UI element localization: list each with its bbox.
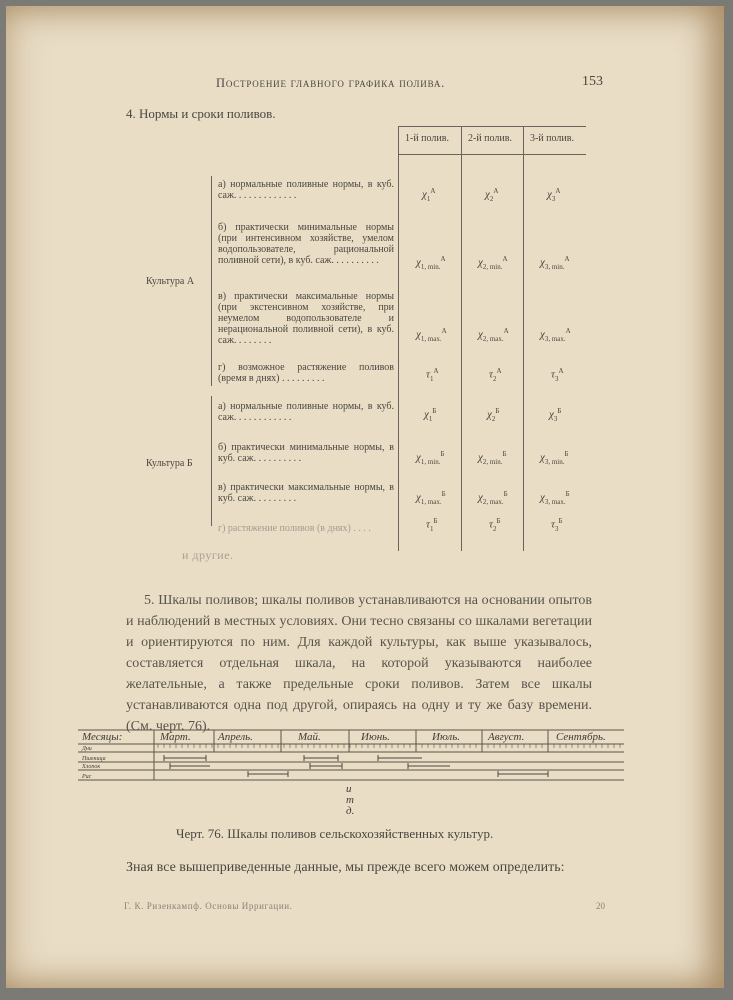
row-label: Пшеница bbox=[82, 756, 106, 762]
table-top-rule bbox=[398, 126, 586, 127]
row-label: б) практически минимальные нормы (при интенсивном хозяйстве, умелом водопользователе, рациональной поливной сети), в куб. саж. . . . . . . . . . bbox=[218, 222, 394, 266]
table-cell: $\chi_{3, max.}^А$ bbox=[540, 327, 571, 343]
column-header: 2-й полив. bbox=[468, 133, 512, 144]
etc-letter: д. bbox=[346, 805, 355, 817]
running-head: Построение главного графика полива. bbox=[216, 76, 446, 90]
column-header: 3-й полив. bbox=[530, 133, 574, 144]
month-label: Март. bbox=[160, 731, 191, 743]
row-label: в) практически максимальные нормы (при экстенсивном хозяйстве, при неумелом водопользователе и нерациональной поливной сети), в куб. саж. . . . . . . . bbox=[218, 291, 394, 346]
table-cell: $\tau_3^А$ bbox=[551, 367, 564, 383]
figure-caption: Черт. 76. Шкалы поливов сельскохозяйственных культур. bbox=[176, 826, 494, 841]
section-title: 4. Нормы и сроки поливов. bbox=[126, 106, 276, 121]
table-cell: $\tau_1^Б$ bbox=[426, 517, 438, 533]
table-header-rule bbox=[398, 154, 586, 155]
group-label: Культура А bbox=[146, 276, 195, 287]
row-label: г) растяжение поливов (в днях) . . . . bbox=[218, 523, 371, 534]
table-cell: $\tau_1^А$ bbox=[426, 367, 439, 383]
row-label: Хлопок bbox=[82, 764, 101, 770]
section5-paragraph bbox=[126, 590, 592, 737]
month-label: Май. bbox=[298, 731, 321, 743]
row-label: а) нормальные поливные нормы, в куб. саж. . . . . . . . . . . . bbox=[218, 401, 394, 423]
row-label: а) нормальные поливные нормы, в куб. саж. . . . . . . . . . . . . bbox=[218, 179, 394, 201]
etc-letter: т bbox=[346, 794, 354, 806]
table-cell: $\chi_{3, max.}^Б$ bbox=[540, 490, 570, 506]
months-label: Месяцы: bbox=[82, 731, 123, 743]
paragraph-text: 5. Шкалы поливов; шкалы поливов устанавливаются на основании опытов и наблюдений в местных условиях. Они тесно связаны со шкалами вегетации и ориентируются по ним. Для каждой культуры, как выше указывалось, составляется отдельная шкала, на которой указываются наиболее желательные, а также предельные сроки поливов. Затем все шкалы устанавливаются одна под другой, опираясь на одну и ту же базу времени. (См. черт. 76). bbox=[126, 593, 592, 734]
month-label: Июль. bbox=[432, 731, 460, 743]
table-cell: $\chi_{2, max.}^А$ bbox=[478, 327, 509, 343]
month-label: Сентябрь. bbox=[556, 731, 606, 743]
footer-signature: Г. К. Ризенкампф. Основы Ирригации. bbox=[124, 901, 293, 911]
table-cell: $\chi_3^А$ bbox=[547, 187, 561, 203]
row-label: б) практически минимальные нормы, в куб. саж. . . . . . . . . . bbox=[218, 442, 394, 464]
table-cell: $\chi_{1, max.}^А$ bbox=[416, 327, 447, 343]
table-column-rule bbox=[461, 126, 462, 551]
table-cell: $\chi_1^А$ bbox=[422, 187, 436, 203]
table-cell: $\chi_{2, min.}^А$ bbox=[478, 255, 508, 271]
irrigation-scale-figure bbox=[78, 728, 624, 823]
table-cell: $\tau_2^Б$ bbox=[489, 517, 501, 533]
table-cell: $\tau_2^А$ bbox=[489, 367, 502, 383]
irrigation-norms-table bbox=[6, 121, 724, 553]
group-label: Культура Б bbox=[146, 458, 193, 469]
row-label: Дни bbox=[82, 746, 92, 752]
book-page bbox=[6, 6, 724, 988]
table-cell: $\chi_{1, min.}^А$ bbox=[416, 255, 446, 271]
table-cell: $\chi_{2, max.}^Б$ bbox=[478, 490, 508, 506]
table-cell: $\chi_{1, max.}^Б$ bbox=[416, 490, 446, 506]
group-brace bbox=[211, 176, 212, 386]
table-cell: $\chi_2^А$ bbox=[485, 187, 499, 203]
table-cell: $\chi_3^Б$ bbox=[549, 407, 562, 423]
row-label: г) возможное растяжение поливов (время в днях) . . . . . . . . . bbox=[218, 362, 394, 384]
etc-letter: и bbox=[346, 783, 352, 795]
scale-figure-svg bbox=[78, 728, 624, 818]
month-label: Апрель. bbox=[218, 731, 253, 743]
table-trailer: и другие. bbox=[182, 548, 234, 562]
column-header: 1-й полив. bbox=[405, 133, 449, 144]
page-number: 153 bbox=[582, 74, 603, 89]
table-column-rule bbox=[398, 126, 399, 551]
paragraph-text: Зная все вышеприведенные данные, мы прежде всего можем определить: bbox=[126, 860, 565, 875]
table-cell: $\chi_{2, min.}^Б$ bbox=[478, 450, 507, 466]
group-brace bbox=[211, 396, 212, 526]
table-cell: $\chi_2^Б$ bbox=[487, 407, 500, 423]
closing-paragraph bbox=[126, 858, 592, 878]
table-cell: $\chi_{3, min.}^А$ bbox=[540, 255, 570, 271]
row-label: в) практически максимальные нормы, в куб. саж. . . . . . . . . bbox=[218, 482, 394, 504]
table-cell: $\chi_{1, min.}^Б$ bbox=[416, 450, 445, 466]
month-label: Июнь. bbox=[361, 731, 390, 743]
footer-sheet-number: 20 bbox=[596, 901, 605, 911]
table-cell: $\tau_3^Б$ bbox=[551, 517, 563, 533]
table-cell: $\chi_{3, min.}^Б$ bbox=[540, 450, 569, 466]
row-label: Рис bbox=[82, 774, 92, 780]
table-cell: $\chi_1^Б$ bbox=[424, 407, 437, 423]
table-column-rule bbox=[523, 126, 524, 551]
month-label: Август. bbox=[488, 731, 525, 743]
